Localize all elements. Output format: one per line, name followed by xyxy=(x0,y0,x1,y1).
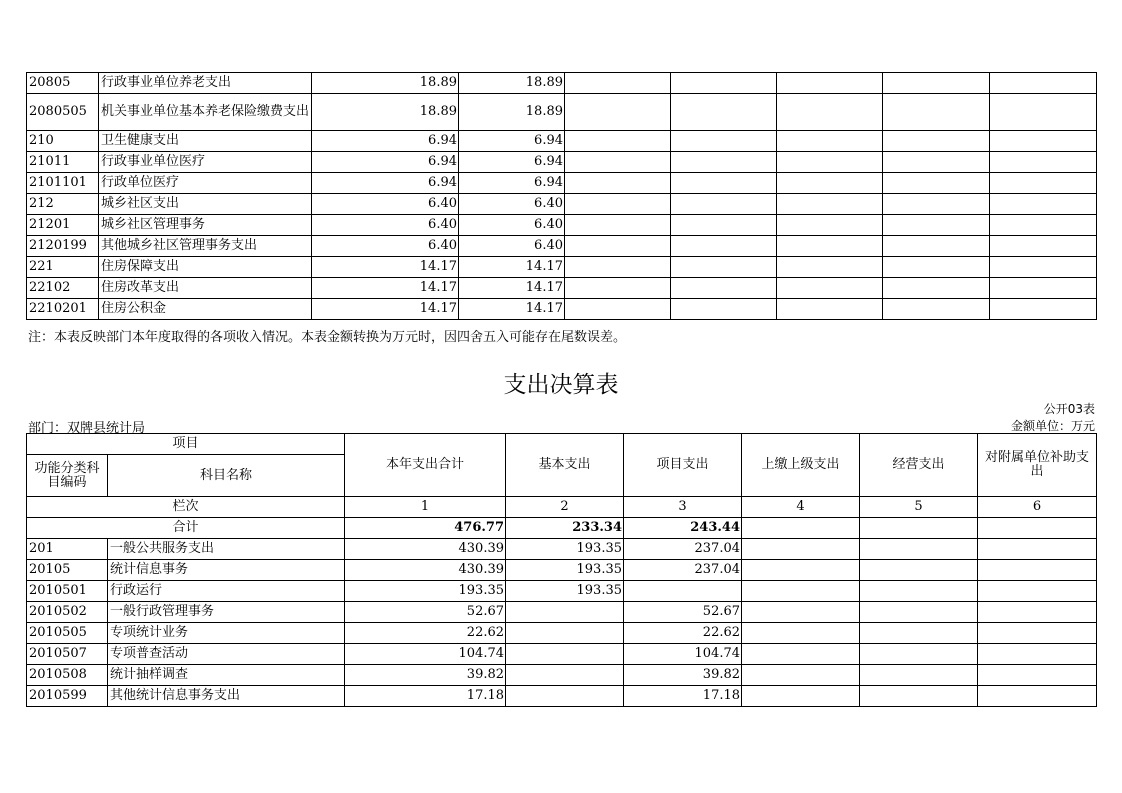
table-row xyxy=(27,686,1097,707)
row-code: 201 xyxy=(27,539,108,560)
column-index-1: 1 xyxy=(345,497,506,518)
row-empty-cell xyxy=(671,215,777,236)
row-empty-cell xyxy=(671,73,777,94)
row-empty-cell xyxy=(990,173,1097,194)
row-name: 其他统计信息事务支出 xyxy=(108,686,345,707)
row-empty-cell xyxy=(860,539,978,560)
table-row xyxy=(27,236,1097,257)
table-row xyxy=(27,257,1097,278)
row-basic: 6.40 xyxy=(459,236,565,257)
row-basic xyxy=(506,644,624,665)
header-code: 功能分类科目编码 xyxy=(27,455,108,497)
row-code: 21201 xyxy=(27,215,99,236)
row-empty-cell xyxy=(883,131,990,152)
row-total: 17.18 xyxy=(345,686,506,707)
row-project: 39.82 xyxy=(624,665,742,686)
header-total: 本年支出合计 xyxy=(345,434,506,497)
sum-row xyxy=(27,518,1097,539)
row-code: 22102 xyxy=(27,278,99,299)
row-empty-cell xyxy=(565,194,671,215)
row-total: 39.82 xyxy=(345,665,506,686)
row-empty-cell xyxy=(777,73,883,94)
row-empty-cell xyxy=(990,278,1097,299)
row-empty-cell xyxy=(990,73,1097,94)
row-empty-cell xyxy=(742,644,860,665)
row-code: 20805 xyxy=(27,73,99,94)
row-code: 210 xyxy=(27,131,99,152)
row-empty-cell xyxy=(777,173,883,194)
row-empty-cell xyxy=(777,194,883,215)
row-total: 6.40 xyxy=(312,194,459,215)
row-empty-cell xyxy=(860,644,978,665)
sum-total: 476.77 xyxy=(345,518,506,539)
row-empty-cell xyxy=(990,194,1097,215)
row-empty-cell xyxy=(742,560,860,581)
revenue-table-continuation xyxy=(26,72,1097,320)
row-empty-cell xyxy=(777,215,883,236)
row-name: 行政事业单位养老支出 xyxy=(99,73,312,94)
table-row xyxy=(27,560,1097,581)
expenditure-table-body xyxy=(27,539,1097,707)
row-total: 193.35 xyxy=(345,581,506,602)
row-code: 21011 xyxy=(27,152,99,173)
row-project: 17.18 xyxy=(624,686,742,707)
row-empty-cell xyxy=(565,236,671,257)
row-name: 住房公积金 xyxy=(99,299,312,320)
row-total: 18.89 xyxy=(312,94,459,131)
row-name: 行政事业单位医疗 xyxy=(99,152,312,173)
row-project: 22.62 xyxy=(624,623,742,644)
row-empty-cell xyxy=(883,73,990,94)
row-code: 221 xyxy=(27,257,99,278)
row-basic: 6.94 xyxy=(459,152,565,173)
row-name: 专项普查活动 xyxy=(108,644,345,665)
row-empty-cell xyxy=(860,602,978,623)
table-row xyxy=(27,215,1097,236)
row-total: 6.94 xyxy=(312,152,459,173)
row-empty-cell xyxy=(565,278,671,299)
row-empty-cell xyxy=(978,560,1097,581)
row-project: 237.04 xyxy=(624,560,742,581)
row-basic: 6.94 xyxy=(459,173,565,194)
row-empty-cell xyxy=(742,665,860,686)
table-row xyxy=(27,539,1097,560)
row-empty-cell xyxy=(777,236,883,257)
row-empty-cell xyxy=(671,299,777,320)
row-empty-cell xyxy=(777,131,883,152)
row-code: 2010507 xyxy=(27,644,108,665)
row-empty-cell xyxy=(883,194,990,215)
row-total: 52.67 xyxy=(345,602,506,623)
row-total: 14.17 xyxy=(312,257,459,278)
row-empty-cell xyxy=(742,686,860,707)
row-empty-cell xyxy=(883,299,990,320)
header-subsidy: 对附属单位补助支出 xyxy=(978,434,1097,497)
row-empty-cell xyxy=(671,173,777,194)
row-name: 其他城乡社区管理事务支出 xyxy=(99,236,312,257)
row-total: 6.40 xyxy=(312,215,459,236)
table-row xyxy=(27,278,1097,299)
row-empty-cell xyxy=(671,94,777,131)
row-basic xyxy=(506,623,624,644)
row-empty-cell xyxy=(990,236,1097,257)
table-row xyxy=(27,665,1097,686)
row-empty-cell xyxy=(978,539,1097,560)
column-index-5: 5 xyxy=(860,497,978,518)
column-index-2: 2 xyxy=(506,497,624,518)
sum-basic: 233.34 xyxy=(506,518,624,539)
row-empty-cell xyxy=(742,623,860,644)
row-empty-cell xyxy=(978,623,1097,644)
row-empty-cell xyxy=(990,131,1097,152)
header-project: 项目支出 xyxy=(624,434,742,497)
row-project xyxy=(624,581,742,602)
row-empty-cell xyxy=(565,94,671,131)
row-basic: 6.94 xyxy=(459,131,565,152)
row-empty-cell xyxy=(883,236,990,257)
row-empty-cell xyxy=(671,194,777,215)
table-row xyxy=(27,173,1097,194)
row-basic: 14.17 xyxy=(459,257,565,278)
sum-business xyxy=(860,518,978,539)
row-empty-cell xyxy=(860,623,978,644)
row-total: 6.94 xyxy=(312,173,459,194)
row-empty-cell xyxy=(565,215,671,236)
column-index-4: 4 xyxy=(742,497,860,518)
row-code: 2010505 xyxy=(27,623,108,644)
row-basic xyxy=(506,665,624,686)
department-label: 部门：双牌县统计局 xyxy=(28,421,146,436)
row-empty-cell xyxy=(777,278,883,299)
row-empty-cell xyxy=(671,257,777,278)
table-row xyxy=(27,299,1097,320)
row-empty-cell xyxy=(671,278,777,299)
row-empty-cell xyxy=(860,581,978,602)
column-index-6: 6 xyxy=(978,497,1097,518)
row-empty-cell xyxy=(990,299,1097,320)
row-total: 18.89 xyxy=(312,73,459,94)
row-empty-cell xyxy=(777,299,883,320)
row-empty-cell xyxy=(742,539,860,560)
header-upper: 上缴上级支出 xyxy=(742,434,860,497)
row-total: 6.40 xyxy=(312,236,459,257)
sum-label: 合计 xyxy=(27,518,345,539)
row-empty-cell xyxy=(565,299,671,320)
row-empty-cell xyxy=(565,73,671,94)
row-empty-cell xyxy=(883,94,990,131)
row-empty-cell xyxy=(565,173,671,194)
table-row xyxy=(27,73,1097,94)
row-name: 城乡社区支出 xyxy=(99,194,312,215)
row-empty-cell xyxy=(978,581,1097,602)
row-name: 专项统计业务 xyxy=(108,623,345,644)
row-name: 统计抽样调查 xyxy=(108,665,345,686)
row-name: 一般公共服务支出 xyxy=(108,539,345,560)
row-basic: 193.35 xyxy=(506,560,624,581)
row-name: 统计信息事务 xyxy=(108,560,345,581)
sum-upper xyxy=(742,518,860,539)
row-empty-cell xyxy=(777,152,883,173)
row-empty-cell xyxy=(990,257,1097,278)
row-basic: 14.17 xyxy=(459,299,565,320)
column-index-row xyxy=(27,497,1097,518)
row-code: 2010599 xyxy=(27,686,108,707)
row-empty-cell xyxy=(565,131,671,152)
column-index-label: 栏次 xyxy=(27,497,345,518)
row-empty-cell xyxy=(742,602,860,623)
sum-project: 243.44 xyxy=(624,518,742,539)
row-name: 行政运行 xyxy=(108,581,345,602)
row-empty-cell xyxy=(990,94,1097,131)
row-empty-cell xyxy=(883,257,990,278)
header-basic: 基本支出 xyxy=(506,434,624,497)
sum-subsidy xyxy=(978,518,1097,539)
table-row xyxy=(27,581,1097,602)
row-name: 一般行政管理事务 xyxy=(108,602,345,623)
row-code: 2010501 xyxy=(27,581,108,602)
row-name: 城乡社区管理事务 xyxy=(99,215,312,236)
row-empty-cell xyxy=(860,686,978,707)
table-row xyxy=(27,152,1097,173)
table-row xyxy=(27,94,1097,131)
row-code: 20105 xyxy=(27,560,108,581)
row-empty-cell xyxy=(883,215,990,236)
header-item: 项目 xyxy=(27,434,345,455)
revenue-table-body xyxy=(27,73,1097,320)
row-basic xyxy=(506,686,624,707)
table-row xyxy=(27,131,1097,152)
amount-unit-label: 金额单位：万元 xyxy=(1010,419,1095,433)
row-basic: 18.89 xyxy=(459,73,565,94)
row-empty-cell xyxy=(671,131,777,152)
column-index-3: 3 xyxy=(624,497,742,518)
row-empty-cell xyxy=(671,152,777,173)
row-total: 14.17 xyxy=(312,278,459,299)
row-name: 机关事业单位基本养老保险缴费支出 xyxy=(99,94,312,131)
row-code: 2101101 xyxy=(27,173,99,194)
row-total: 430.39 xyxy=(345,539,506,560)
table-row xyxy=(27,644,1097,665)
row-basic xyxy=(506,602,624,623)
row-basic: 6.40 xyxy=(459,215,565,236)
row-empty-cell xyxy=(990,215,1097,236)
row-empty-cell xyxy=(777,94,883,131)
row-code: 212 xyxy=(27,194,99,215)
row-name: 住房改革支出 xyxy=(99,278,312,299)
row-name: 行政单位医疗 xyxy=(99,173,312,194)
public-table-code: 公开03表 xyxy=(1043,402,1095,416)
header-business: 经营支出 xyxy=(860,434,978,497)
row-code: 2080505 xyxy=(27,94,99,131)
row-code: 2010502 xyxy=(27,602,108,623)
row-empty-cell xyxy=(860,665,978,686)
row-total: 6.94 xyxy=(312,131,459,152)
row-project: 52.67 xyxy=(624,602,742,623)
header-name: 科目名称 xyxy=(108,455,345,497)
row-total: 104.74 xyxy=(345,644,506,665)
row-code: 2120199 xyxy=(27,236,99,257)
row-empty-cell xyxy=(978,686,1097,707)
row-project: 104.74 xyxy=(624,644,742,665)
row-empty-cell xyxy=(565,152,671,173)
row-total: 22.62 xyxy=(345,623,506,644)
row-empty-cell xyxy=(990,152,1097,173)
row-empty-cell xyxy=(860,560,978,581)
row-total: 430.39 xyxy=(345,560,506,581)
row-empty-cell xyxy=(978,665,1097,686)
row-empty-cell xyxy=(777,257,883,278)
row-basic: 18.89 xyxy=(459,94,565,131)
table-note: 注：本表反映部门本年度取得的各项收入情况。本表金额转换为万元时，因四舍五入可能存在尾数误差。 xyxy=(28,330,627,345)
row-empty-cell xyxy=(978,602,1097,623)
row-empty-cell xyxy=(883,278,990,299)
row-empty-cell xyxy=(883,173,990,194)
row-basic: 193.35 xyxy=(506,581,624,602)
table-row xyxy=(27,194,1097,215)
row-project: 237.04 xyxy=(624,539,742,560)
row-empty-cell xyxy=(671,236,777,257)
expenditure-table xyxy=(26,433,1097,707)
row-name: 住房保障支出 xyxy=(99,257,312,278)
table-row xyxy=(27,623,1097,644)
row-basic: 14.17 xyxy=(459,278,565,299)
row-empty-cell xyxy=(883,152,990,173)
row-basic: 6.40 xyxy=(459,194,565,215)
row-code: 2210201 xyxy=(27,299,99,320)
row-empty-cell xyxy=(978,644,1097,665)
row-empty-cell xyxy=(742,581,860,602)
row-empty-cell xyxy=(565,257,671,278)
row-name: 卫生健康支出 xyxy=(99,131,312,152)
page-title: 支出决算表 xyxy=(503,372,619,398)
table-row xyxy=(27,602,1097,623)
row-code: 2010508 xyxy=(27,665,108,686)
row-basic: 193.35 xyxy=(506,539,624,560)
row-total: 14.17 xyxy=(312,299,459,320)
